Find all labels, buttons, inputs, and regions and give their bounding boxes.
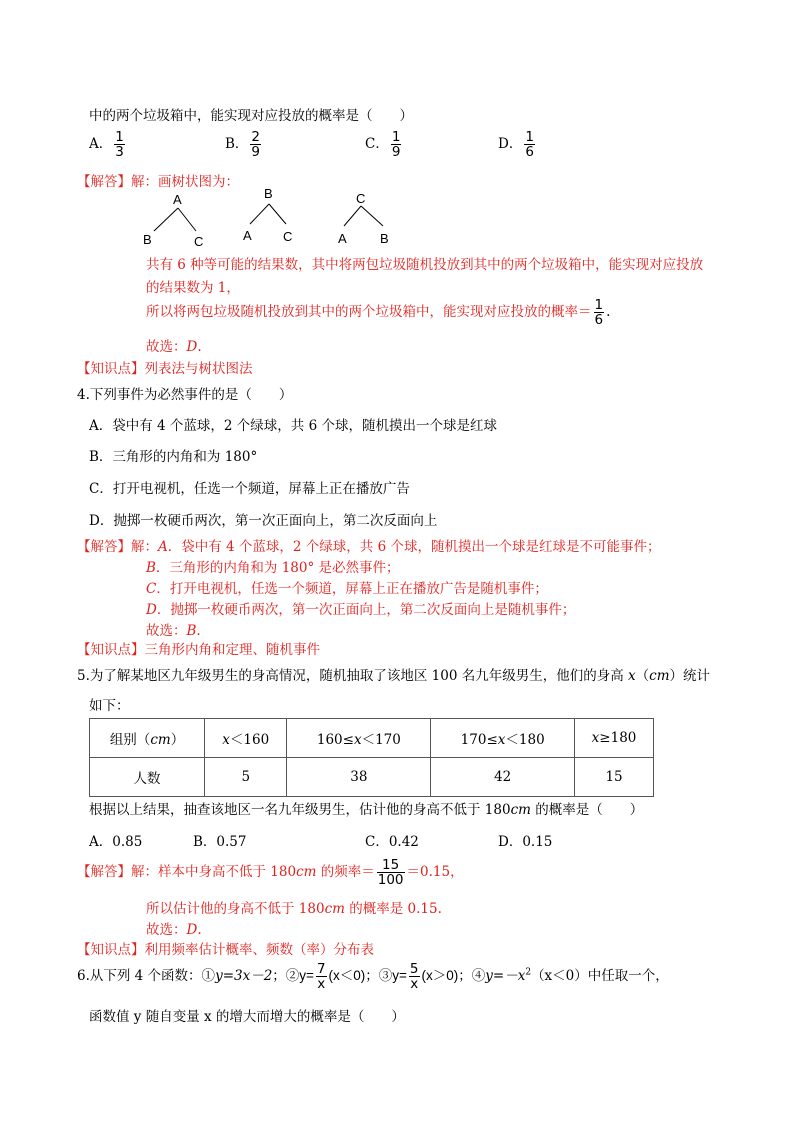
table-row-label: 人数 <box>90 758 205 797</box>
q3-answer-intro: 【解答】解：画树状图为： <box>77 174 239 190</box>
q3-stem: 中的两个垃圾箱中，能实现对应投放的概率是（ ） <box>89 108 413 124</box>
q4-stem: 4.下列事件为必然事件的是（ ） <box>77 387 293 403</box>
q4-option-c: C．打开电视机，任选一个频道，屏幕上正在播放广告 <box>89 481 410 497</box>
q4-answer-line3: C．打开电视机，任选一个频道，屏幕上正在播放广告是随机事件； <box>146 581 548 597</box>
tree-3 <box>344 206 383 226</box>
q3-option-b: B． $\frac{2}{9}$ <box>225 129 261 161</box>
tree-3-root: C <box>356 191 366 206</box>
table-header-row <box>90 719 654 758</box>
table-header-cell: 组别（cm） <box>90 719 205 758</box>
q5-knowledge-point: 【知识点】利用频率估计概率、频数（率）分布表 <box>77 942 374 958</box>
q3-explanation-line2: 的结果数为 1， <box>146 280 240 296</box>
table-cell: 15 <box>575 758 654 797</box>
table-header-cell: x≥180 <box>575 719 654 758</box>
q3-option-a: A． $\frac{1}{3}$ <box>89 129 124 161</box>
q5-answer-line1: 【解答】解：样本中身高不低于 180cm 的频率＝ $\frac{15}{100}$ ＝0.15， <box>77 857 464 889</box>
q5-stem: 5.为了解某地区九年级男生的身高情况，随机抽取了该地区 100 名九年级男生，他们的身高 x（cm）统计 <box>77 668 711 684</box>
tree-2-right: C <box>283 229 293 244</box>
table-cell: 42 <box>431 758 575 797</box>
table-header-cell: x＜160 <box>205 719 287 758</box>
tree-2-left: A <box>243 228 252 243</box>
q3-explanation-line3: 所以将两包垃圾随机投放到其中的两个垃圾箱中，能实现对应投放的概率＝ $\frac{1}{6}$ . <box>146 297 611 329</box>
q5-stem-line2: 如下： <box>89 698 130 714</box>
q4-option-a: A．袋中有 4 个蓝球，2 个绿球，共 6 个球，随机摸出一个球是红球 <box>89 418 497 434</box>
q4-answer-line2: B．三角形的内角和为 180° 是必然事件； <box>146 560 400 576</box>
tree-1 <box>154 208 196 231</box>
tree-1-root: A <box>173 192 182 207</box>
tree-1-left: B <box>143 232 152 247</box>
height-frequency-table <box>89 718 654 797</box>
q4-knowledge-point: 【知识点】三角形内角和定理、随机事件 <box>77 642 320 658</box>
q5-option-b: B．0.57 <box>193 834 247 850</box>
q4-option-b: B．三角形的内角和为 180° <box>89 449 258 465</box>
q3-option-c: C． $\frac{1}{9}$ <box>365 129 401 161</box>
table-header-cell: 160≤x＜170 <box>287 719 431 758</box>
q5-question: 根据以上结果，抽查该地区一名九年级男生，估计他的身高不低于 180cm 的概率是（ ） <box>89 802 644 818</box>
table-cell: 38 <box>287 758 431 797</box>
q6-stem-line2: 函数值 y 随自变量 x 的增大而增大的概率是（ ） <box>89 1009 405 1025</box>
tree-3-left: A <box>338 231 347 246</box>
q3-option-d: D． $\frac{1}{6}$ <box>498 129 534 161</box>
q4-option-d: D．抛掷一枚硬币两次，第一次正面向上，第二次反面向上 <box>89 513 438 529</box>
q3-tree-diagrams <box>140 186 420 250</box>
q5-choice: 故选：D. <box>146 922 202 938</box>
q5-answer-line2: 所以估计他的身高不低于 180cm 的概率是 0.15. <box>146 901 442 917</box>
q3-explanation-line1: 共有 6 种等可能的结果数，其中将两包垃圾随机投放到其中的两个垃圾箱中，能实现对应投放 <box>146 257 704 273</box>
q4-answer-line4: D．抛掷一枚硬币两次，第一次正面向上，第二次反面向上是随机事件； <box>146 602 576 618</box>
tree-1-right: C <box>194 234 204 249</box>
q3-knowledge-point: 【知识点】列表法与树状图法 <box>77 361 253 377</box>
table-row <box>90 758 654 797</box>
q4-choice: 故选：B. <box>146 623 201 639</box>
table-header-cell: 170≤x＜180 <box>431 719 575 758</box>
q5-option-d: D．0.15 <box>498 834 553 850</box>
tree-3-right: B <box>380 231 389 246</box>
q3-choice: 故选：D. <box>146 339 202 355</box>
tree-diagram-svg <box>140 186 420 250</box>
q4-answer-line1: 【解答】解：A．袋中有 4 个蓝球，2 个绿球，共 6 个球，随机摸出一个球是红球是不可能事件； <box>77 539 661 555</box>
q5-option-a: A．0.85 <box>89 834 143 850</box>
q6-stem: 6.从下列 4 个函数：①y=3x－2；②y= $\frac{7}{x}$ (x＜0)；③y= $\frac{5}{x}$ (x＞0)；$④y=-x^2(x<0)$中任取一个， <box>77 961 669 993</box>
tree-2 <box>250 204 286 224</box>
q5-option-c: C．0.42 <box>365 834 419 850</box>
tree-2-root: B <box>264 186 273 201</box>
table-cell: 5 <box>205 758 287 797</box>
